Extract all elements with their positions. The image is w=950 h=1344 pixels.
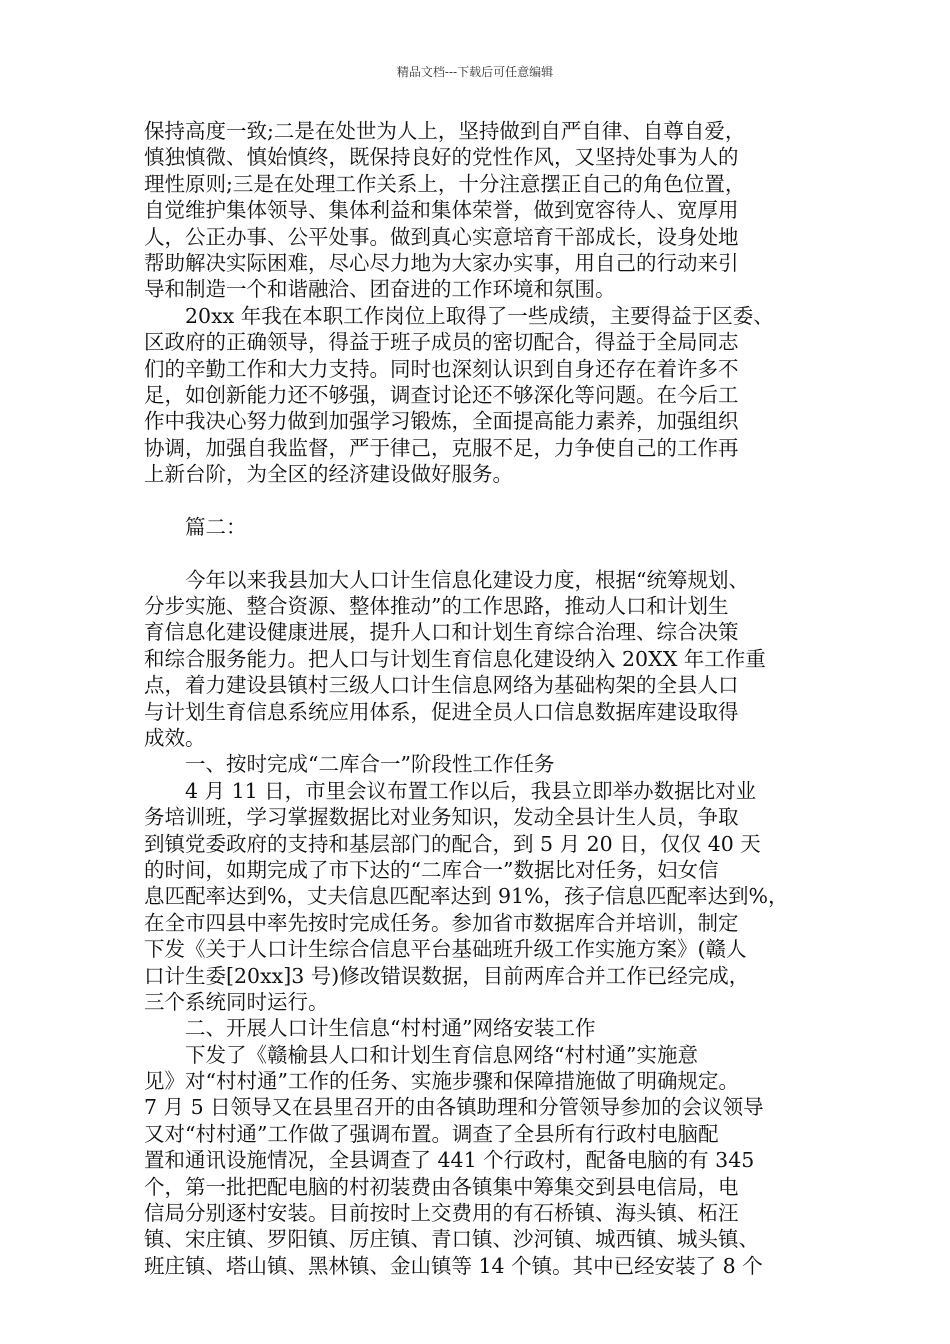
body-line: 上新台阶，为全区的经济建设做好服务。 xyxy=(144,462,513,487)
body-line: 息匹配率达到%，丈夫信息匹配率达到 91%，孩子信息匹配率达到%， xyxy=(144,884,789,909)
body-line: 和综合服务能力。把人口与计划生育信息化建设纳入 20XX 年工作重 xyxy=(144,646,766,671)
body-line: 的时间，如期完成了市下达的“二库合一”数据比对任务，妇女信 xyxy=(144,857,719,882)
body-line: 口计生委[20xx]3 号)修改错误数据，目前两库合并工作已经完成， xyxy=(144,963,750,988)
body-line: 慎独慎微、慎始慎终，既保持良好的党性作风，又坚持处事为人的 xyxy=(144,145,739,170)
body-line: 自觉维护集体领导、集体利益和集体荣誉，做到宽容待人、宽厚用 xyxy=(144,198,739,223)
body-line: 保持高度一致;二是在处世为人上，坚持做到自严自律、自尊自爱， xyxy=(144,119,746,143)
body-line: 下发《关于人口计生综合信息平台基础班升级工作实施方案》(赣人 xyxy=(144,937,747,962)
body-line: 帮助解决实际困难，尽心尽力地为大家办实事，用自己的行动来引 xyxy=(144,250,739,275)
body-line: 置和通讯设施情况，全县调查了 441 个行政村，配备电脑的有 345 xyxy=(144,1148,755,1173)
body-line: 点，着力建设县镇村三级人口计生信息网络为基础构架的全县人口 xyxy=(144,673,739,698)
body-line: 班庄镇、塔山镇、黑林镇、金山镇等 14 个镇。其中已经安装了 8 个 xyxy=(144,1253,763,1278)
body-line: 与计划生育信息系统应用体系，促进全员人口信息数据库建设取得 xyxy=(144,699,739,724)
blank-line xyxy=(144,487,812,513)
body-line: 三个系统同时运行。 xyxy=(144,989,329,1014)
body-line: 导和制造一个和谐融洽、团奋进的工作环境和氛围。 xyxy=(144,277,616,302)
body-line: 人，公正办事、公平处事。做到真心实意培育干部成长，设身处地 xyxy=(144,224,739,249)
body-line: 到镇党委政府的支持和基层部门的配合，到 5 月 20 日，仅仅 40 天 xyxy=(144,831,761,856)
document-body xyxy=(144,118,812,1279)
paragraph-start-line: 今年以来我县加大人口计生信息化建设力度，根据“统筹规划、 xyxy=(185,567,749,592)
body-line: 信局分别逐村安装。目前按时上交费用的有石桥镇、海头镇、柘汪 xyxy=(144,1201,739,1226)
body-line: 成效。 xyxy=(144,725,206,750)
subsection-heading: 二、开展人口计生信息“村村通”网络安装工作 xyxy=(185,1016,596,1041)
body-line: 协调，加强自我监督，严于律己，克服不足，力争使自己的工作再 xyxy=(144,435,739,460)
body-line: 见》对“村村通”工作的任务、实施步骤和保障措施做了明确规定。 xyxy=(144,1069,739,1094)
body-line: 分步实施、整合资源、整体推动”的工作思路，推动人口和计划生 xyxy=(144,594,729,619)
section-heading: 篇二： xyxy=(185,514,247,539)
body-line: 理性原则;三是在处理工作关系上，十分注意摆正自己的角色位置， xyxy=(144,171,746,196)
body-line: 足，如创新能力还不够强，调查讨论还不够深化等问题。在今后工 xyxy=(144,382,739,407)
paragraph-start-line: 20xx 年我在本职工作岗位上取得了一些成绩，主要得益于区委、 xyxy=(185,303,774,328)
body-line: 务培训班，学习掌握数据比对业务知识，发动全县计生人员，争取 xyxy=(144,805,739,830)
body-line: 又对“村村通”工作做了强调布置。调查了全县所有行政村电脑配 xyxy=(144,1121,719,1146)
paragraph-start-line: 下发了《赣榆县人口和计划生育信息网络“村村通”实施意 xyxy=(185,1042,698,1067)
body-line: 个，第一批把配电脑的村初装费由各镇集中筹集交到县电信局，电 xyxy=(144,1174,739,1199)
body-line: 们的辛勤工作和大力支持。同时也深刻认识到自身还存在着许多不 xyxy=(144,356,739,381)
blank-line xyxy=(144,540,812,566)
body-line: 在全市四县中率先按时完成任务。参加省市数据库合并培训，制定 xyxy=(144,910,739,935)
body-line: 育信息化建设健康进展，提升人口和计划生育综合治理、综合决策 xyxy=(144,620,739,645)
page-header: 精品文档---下载后可任意编辑 xyxy=(396,65,554,79)
paragraph-start-line: 4 月 11 日，市里会议布置工作以后，我县立即举办数据比对业 xyxy=(185,778,757,803)
body-line: 7 月 5 日领导又在县里召开的由各镇助理和分管领导参加的会议领导 xyxy=(144,1095,764,1120)
subsection-heading: 一、按时完成“二库合一”阶段性工作任务 xyxy=(185,752,555,777)
body-line: 镇、宋庄镇、罗阳镇、厉庄镇、青口镇、沙河镇、城西镇、城头镇、 xyxy=(144,1227,759,1252)
body-line: 区政府的正确领导，得益于班子成员的密切配合，得益于全局同志 xyxy=(144,330,739,355)
body-line: 作中我决心努力做到加强学习锻炼，全面提高能力素养，加强组织 xyxy=(144,409,739,434)
